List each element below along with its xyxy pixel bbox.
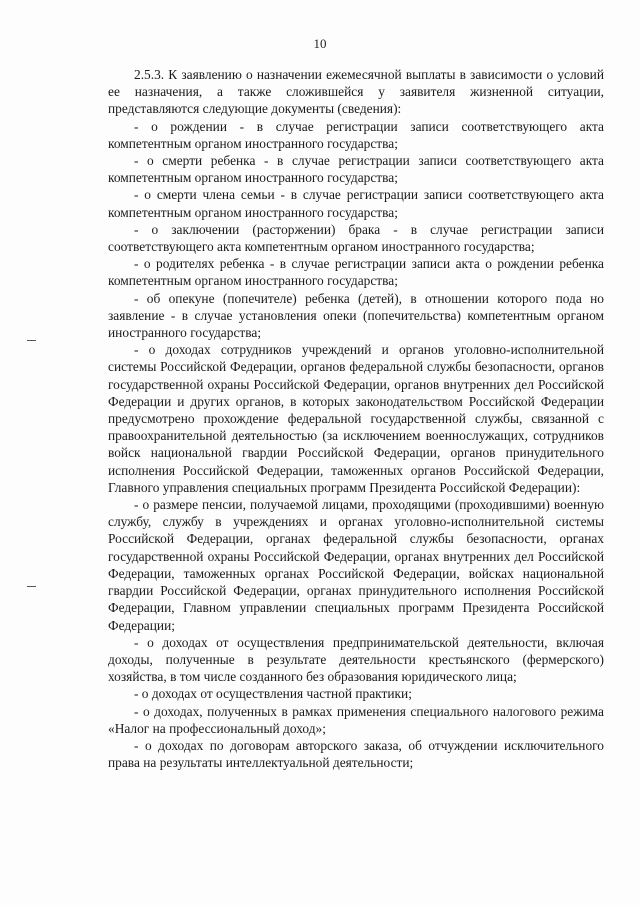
page-number: 10 xyxy=(313,36,327,51)
paragraph-professional-tax: - о доходах, полученных в рамках применения специального налогового режима «Налог на профессиональный доход»; xyxy=(108,703,604,736)
paragraph-marriage: - о заключении (расторжении) брака - в случае регистрации записи соответствующего акта компетентным органом иностранного государства; xyxy=(108,221,604,255)
paragraph-intro: 2.5.3. К заявлению о назначении ежемесячной выплаты в зависимости о условий ее назначения, а также сложившейся у заявителя жизненной ситуации, представляются следующие документы (сведения): xyxy=(108,67,604,117)
paragraph-guardian: - об опекуне (попечителе) ребенка (детей), в отношении которого пода но заявление - в случае установления опеки (попечительства) компетентным органом иностранного государства; xyxy=(108,290,604,341)
paragraph-family-member-death: - о смерти члена семьи - в случае регистрации записи соответствующего акта компетентным органом иностранного государства; xyxy=(108,187,604,220)
paragraph-birth: - о рождении - в случае регистрации записи соответствующего акта компетентным органом иностранного государства; xyxy=(108,118,604,151)
margin-mark xyxy=(27,340,36,341)
paragraph-business-income: - о доходах от осуществления предпринимательской деятельности, включая доходы, полученные в результате деятельности крестьянского (фермерского) хозяйства, в том числе созданного без образования юридического лица; xyxy=(108,634,604,685)
document-body xyxy=(108,66,604,771)
paragraph-parents: - о родителях ребенка - в случае регистрации записи акта о рождении ребенка компетентным органом иностранного государства; xyxy=(108,256,604,289)
paragraph-private-practice: - о доходах от осуществления частной практики; xyxy=(134,686,412,702)
paragraph-child-death: - о смерти ребенка - в случае регистрации записи соответствующего акта компетентным органом иностранного государства; xyxy=(108,153,604,186)
paragraph-pension: - о размере пенсии, получаемой лицами, проходящими (проходившими) военную службу, службу в учреждениях и органах уголовно-исполнительной системы Российской Федерации, органах федеральной службы безопасности, органах государственной охраны Российской Федерации, органах внутренних дел Российской Федерации, таможенных органах Российской Федерации, войсках национальной гвардии Российской Федерации, органах принудительного исполнения Российской Федерации, Главном управлении специальных программ Президента Российской Федерации; xyxy=(108,497,604,633)
paragraph-employee-income: - о доходах сотрудников учреждений и органов уголовно-исполнительной системы Российской Федерации, органов федеральной службы безопасности, органов государственной охраны Российской Федерации, органов внутренних дел Российской Федерации и других органов, в которых законодательством Российской Федерации предусмотрено прохождение федеральной государственной службы, связанной с правоохранительной деятельностью (за исключением военнослужащих, сотрудников войск национальной гвардии Российской Федерации, органов принудительного исполнения Российской Федерации, таможенных органов Российской Федерации, Главного управления специальных программ Президента Российской Федерации): xyxy=(108,342,604,495)
margin-mark xyxy=(27,586,36,587)
paragraph-copyright-income: - о доходах по договорам авторского заказа, об отчуждении исключительного права на результаты интеллектуальной деятельности; xyxy=(108,737,604,771)
